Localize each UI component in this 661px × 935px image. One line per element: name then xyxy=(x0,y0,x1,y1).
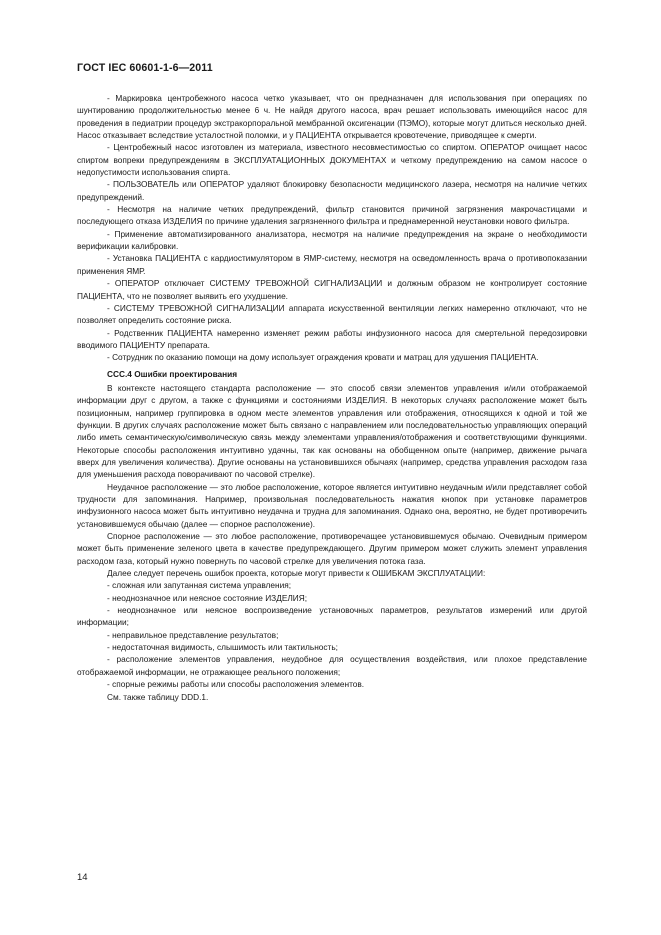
list-item: - спорные режимы работы или способы расположения элементов. xyxy=(107,679,365,690)
section-heading: CCC.4 Ошибки проектирования xyxy=(107,368,238,379)
example-item: - Родственник ПАЦИЕНТА намеренно изменяет режим работы инфузионного насоса для смертельной передозировки вводимого ПАЦИЕНТУ препарата. xyxy=(77,327,587,350)
example-item: - Установка ПАЦИЕНТА с кардиостимулятором в ЯМР-систему, несмотря на осведомленность врача о противопоказании применения ЯМР. xyxy=(77,253,587,276)
example-item: - Несмотря на наличие четких предупреждений, фильтр становится причиной загрязнения макрочастицами и последующего отказа ИЗДЕЛИЯ по причине удаления загрязненного фильтра и преднамеренной неустановки нового фильтра. xyxy=(77,204,587,227)
list-item: - неоднозначное или неясное состояние ИЗДЕЛИЯ; xyxy=(107,592,308,603)
list-item: - неоднозначное или неясное воспроизведение установочных параметров, результатов измерений или другой информации; xyxy=(77,605,587,628)
document-header: ГОСТ IEC 60601-1-6—2011 xyxy=(77,62,213,74)
paragraph: В контексте настоящего стандарта расположение — это способ связи элементов управления и/или отображаемой информации друг с другом, а также с функциями и состояниями ИЗДЕЛИЯ. В некоторых случаях расположение может быть позиционным, например группировка в одном месте элементов управления или отображения, относящихся к одной и той же функции. В других случаях расположение может быть связано с направлением или последовательностью управляющих операций либо иметь семантическую/символическую связь между элементами управления/отображения и соответствующими функциями. Некоторые способы расположения интуитивно удачны, так как основаны на обобщенном опыте (например, движение рычага вверх для увеличения количества). Другие основаны на установившихся обычаях (например, средства управления расходом газа для уменьшения расхода поворачивают по часовой стрелке). xyxy=(77,382,587,480)
paragraph: Неудачное расположение — это любое расположение, которое является интуитивно неудачным и/или представляет собой трудности для запоминания. Например, произвольная последовательность нажатия кнопок при установке параметров инфузионного насоса может быть интуитивно неудачна и трудна для запоминания. Однако она, вероятно, не будет противоречить установившемуся обычаю (далее — спорное расположение). xyxy=(77,481,587,529)
list-item: - недостаточная видимость, слышимость или тактильность; xyxy=(107,642,338,653)
list-item: - сложная или запутанная система управления; xyxy=(107,580,292,591)
example-item: - Центробежный насос изготовлен из материала, известного несовместимостью со спиртом. ОПЕРАТОР очищает насос спиртом вопреки предупреждениям в ЭКСПЛУАТАЦИОННЫХ ДОКУМЕНТАХ и четкому предупреждению на самом насосе о недопустимости использования спирта. xyxy=(77,142,587,178)
paragraph: См. также таблицу DDD.1. xyxy=(107,691,209,702)
example-item: - СИСТЕМУ ТРЕВОЖНОЙ СИГНАЛИЗАЦИИ аппарата искусственной вентиляции легких намеренно отключают, что не позволяет определить состояние риска. xyxy=(77,302,587,326)
list-item: - неправильное представление результатов; xyxy=(107,629,279,640)
example-item: - ПОЛЬЗОВАТЕЛЬ или ОПЕРАТОР удаляют блокировку безопасности медицинского лазера, несмотря на наличие четких предупреждений. xyxy=(77,179,587,202)
list-item: - расположение элементов управления, неудобное для осуществления воздействия, или плохое представление отображаемой информации, не отражающее реального положения; xyxy=(77,654,587,677)
example-item: - Маркировка центробежного насоса четко указывает, что он предназначен для использования при операциях по шунтированию продолжительностью менее 6 ч. Не найдя другого насоса, врач решает использовать имеющийся насос для проведения в педиатрии процедур экстракорпоральной мембранной оксигенации (ПЭМО), которые могут длиться несколько дней. Насос отказывает вследствие усталостной поломки, и у ПАЦИЕНТА открывается кровотечение, приводящее к смерти. xyxy=(77,93,587,141)
example-item: - ОПЕРАТОР отключает СИСТЕМУ ТРЕВОЖНОЙ СИГНАЛИЗАЦИИ и должным образом не контролирует состояние ПАЦИЕНТА, что не позволяет выявить его ухудшение. xyxy=(77,278,587,301)
example-item: - Сотрудник по оказанию помощи на дому использует ограждения кровати и матрац для удушения ПАЦИЕНТА. xyxy=(107,352,539,363)
page-content xyxy=(77,92,587,703)
page-number: 14 xyxy=(77,872,88,883)
example-item: - Применение автоматизированного анализатора, несмотря на наличие предупреждения на экране о необходимости верификации калибровки. xyxy=(77,228,587,252)
paragraph: Спорное расположение — это любое расположение, противоречащее установившемуся обычаю. Очевидным примером может быть применение зеленого цвета в качестве предупреждающего. Другим примером может служить элемент управления расходом газа, который нужно повернуть по часовой стрелке для увеличения потока газа. xyxy=(77,531,587,566)
paragraph: Далее следует перечень ошибок проекта, которые могут привести к ОШИБКАМ ЭКСПЛУАТАЦИИ: xyxy=(107,568,486,579)
